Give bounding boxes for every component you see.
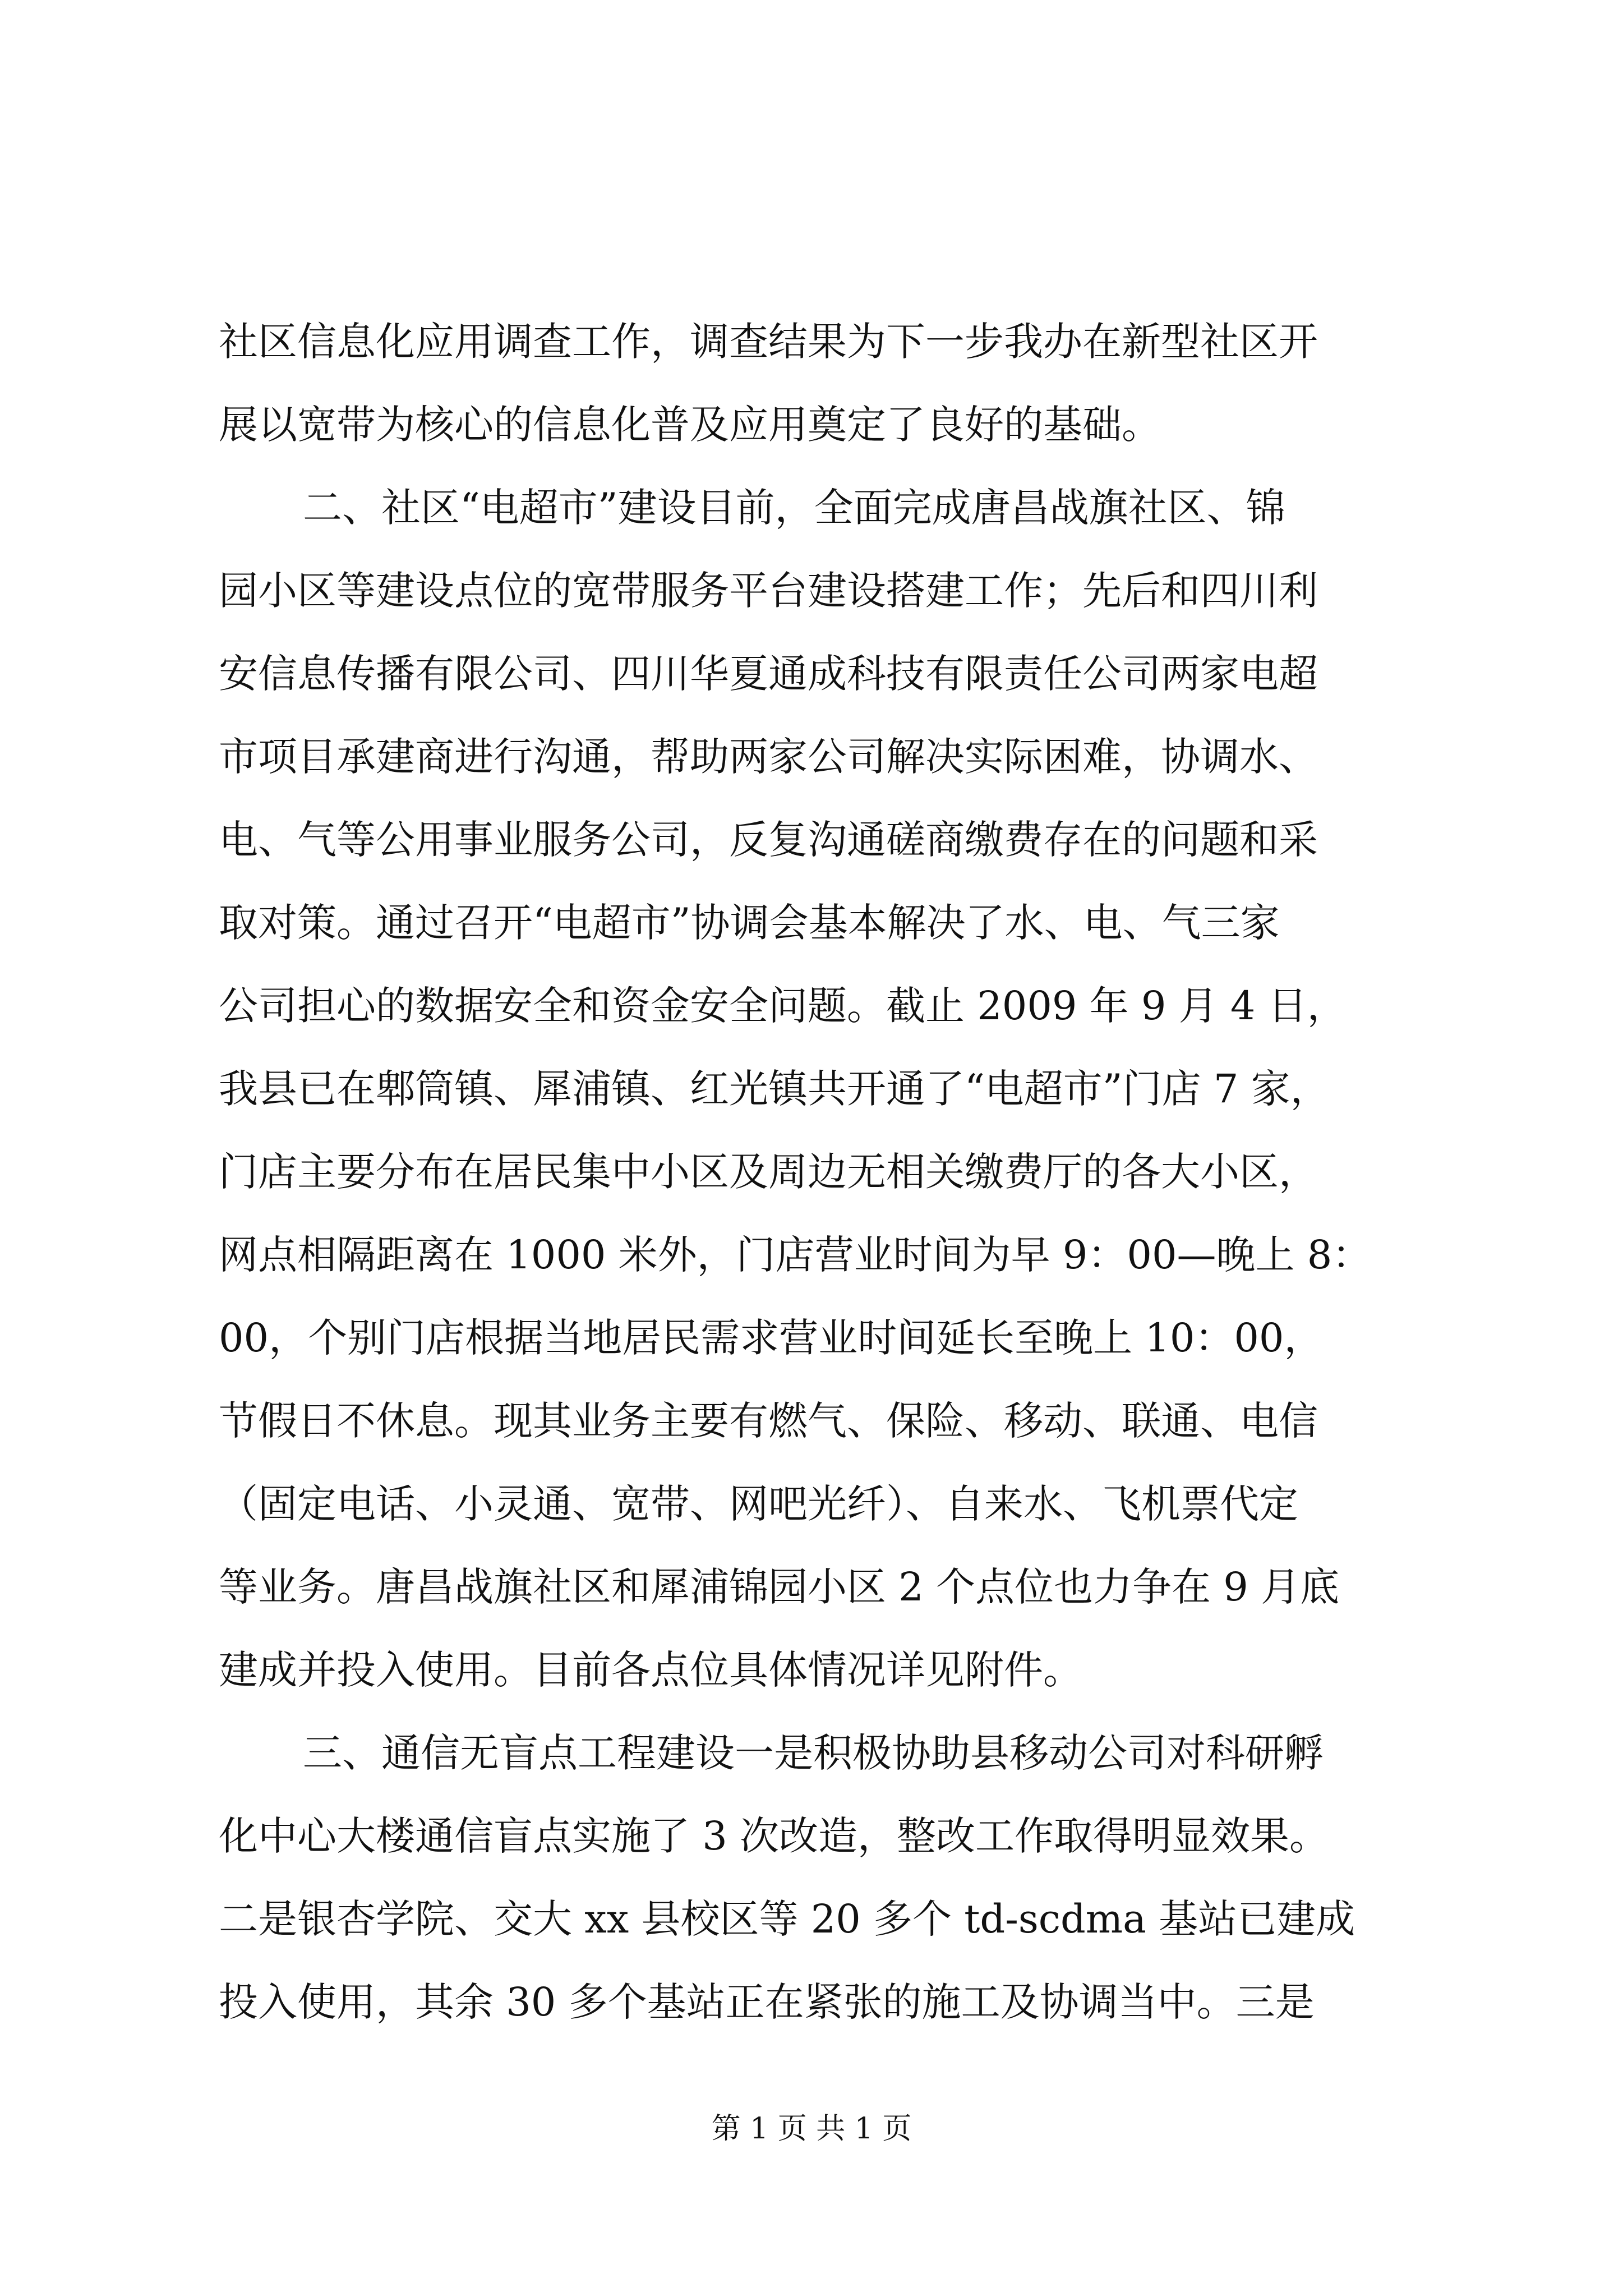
text-line: （固定电话、小灵通、宽带、网吧光纤）、自来水、飞机票代定 [219,1481,1298,1527]
paragraph-start-line: 三、通信无盲点工程建设一是积极协助县移动公司对科研孵 [303,1730,1324,1776]
text-line: 建成并投入使用。目前各点位具体情况详见附件。 [219,1647,1082,1693]
text-line: 展以宽带为核心的信息化普及应用奠定了良好的基础。 [219,402,1161,448]
text-line: 等业务。唐昌战旗社区和犀浦锦园小区 2 个点位也力争在 9 月底 [219,1564,1340,1610]
text-line: 公司担心的数据安全和资金安全问题。截止 2009 年 9 月 4 日， [219,983,1347,1029]
text-line: 网点相隔距离在 1000 米外，门店营业时间为早 9：00—晚上 8： [219,1232,1372,1278]
document-body [219,300,1424,2044]
text-line: 节假日不休息。现其业务主要有燃气、保险、移动、联通、电信 [219,1398,1318,1444]
paragraph-start-line: 二、社区“电超市”建设目前，全面完成唐昌战旗社区、锦 [303,485,1285,531]
page-number-label: 第 1 页 共 1 页 [711,2112,912,2146]
text-line: 化中心大楼通信盲点实施了 3 次改造，整改工作取得明显效果。 [219,1813,1329,1859]
text-line: 电、气等公用事业服务公司，反复沟通磋商缴费存在的问题和采 [219,817,1318,863]
text-line: 取对策。通过召开“电超市”协调会基本解决了水、电、气三家 [219,900,1280,946]
text-line: 园小区等建设点位的宽带服务平台建设搭建工作；先后和四川利 [219,568,1318,614]
text-line: 社区信息化应用调查工作，调查结果为下一步我办在新型社区开 [219,319,1318,365]
page-footer [0,2109,1623,2148]
text-line: 门店主要分布在居民集中小区及周边无相关缴费厅的各大小区， [219,1149,1318,1195]
text-line: 投入使用，其余 30 多个基站正在紧张的施工及协调当中。三是 [219,1979,1315,2025]
text-line: 安信息传播有限公司、四川华夏通成科技有限责任公司两家电超 [219,651,1318,697]
text-line: 00，个别门店根据当地居民需求营业时间延长至晚上 10：00， [219,1315,1324,1361]
text-line: 我县已在郫筒镇、犀浦镇、红光镇共开通了“电超市”门店 7 家， [219,1066,1330,1112]
text-line: 二是银杏学院、交大 xx 县校区等 20 多个 td-scdma 基站已建成 [219,1896,1355,1942]
text-line: 市项目承建商进行沟通，帮助两家公司解决实际困难，协调水、 [219,734,1318,780]
